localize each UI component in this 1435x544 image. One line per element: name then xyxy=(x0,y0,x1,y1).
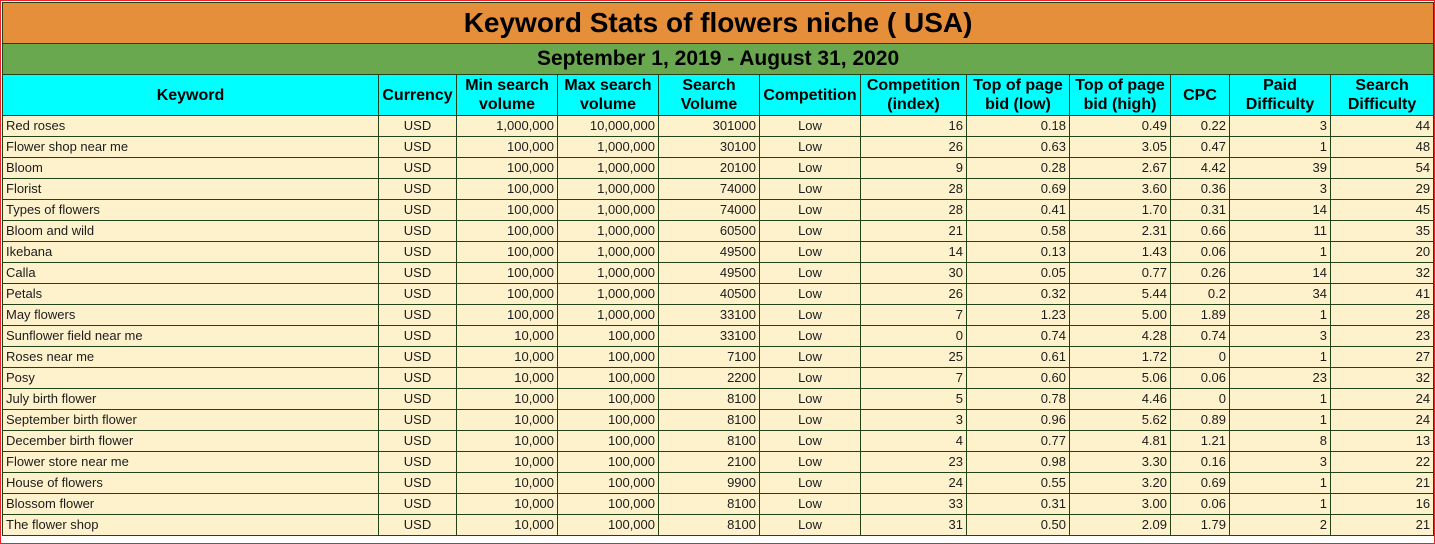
cell-search-volume[interactable]: 301000 xyxy=(659,116,760,137)
cell-search-volume[interactable]: 8100 xyxy=(659,431,760,452)
cell-search-volume[interactable]: 8100 xyxy=(659,410,760,431)
cell-min-search-volume[interactable]: 10,000 xyxy=(457,494,558,515)
cell-min-search-volume[interactable]: 10,000 xyxy=(457,389,558,410)
col-header-search-volume[interactable]: Search Volume xyxy=(659,75,760,116)
cell-max-search-volume[interactable]: 100,000 xyxy=(558,452,659,473)
table-row xyxy=(3,431,1434,452)
table-row xyxy=(3,116,1434,137)
cell-cpc[interactable]: 1.21 xyxy=(1171,431,1230,452)
cell-search-difficulty[interactable]: 22 xyxy=(1331,452,1434,473)
cell-max-search-volume[interactable]: 100,000 xyxy=(558,410,659,431)
cell-competition-index[interactable]: 16 xyxy=(861,116,967,137)
cell-paid-difficulty[interactable]: 1 xyxy=(1230,389,1331,410)
cell-bid-high[interactable]: 1.43 xyxy=(1070,242,1171,263)
cell-cpc[interactable]: 0.06 xyxy=(1171,242,1230,263)
cell-search-volume[interactable]: 30100 xyxy=(659,137,760,158)
cell-bid-high[interactable]: 3.00 xyxy=(1070,494,1171,515)
cell-currency[interactable]: USD xyxy=(379,221,457,242)
cell-bid-high[interactable]: 5.62 xyxy=(1070,410,1171,431)
cell-keyword[interactable]: July birth flower xyxy=(3,389,379,410)
cell-max-search-volume[interactable]: 1,000,000 xyxy=(558,158,659,179)
cell-keyword[interactable]: May flowers xyxy=(3,305,379,326)
cell-currency[interactable]: USD xyxy=(379,515,457,536)
cell-search-difficulty[interactable]: 41 xyxy=(1331,284,1434,305)
cell-keyword[interactable]: Roses near me xyxy=(3,347,379,368)
cell-bid-low[interactable]: 0.05 xyxy=(967,263,1070,284)
table-row xyxy=(3,305,1434,326)
col-header-min-search-volume[interactable]: Min search volume xyxy=(457,75,558,116)
cell-currency[interactable]: USD xyxy=(379,263,457,284)
cell-competition-index[interactable]: 28 xyxy=(861,179,967,200)
cell-max-search-volume[interactable]: 100,000 xyxy=(558,347,659,368)
cell-competition[interactable]: Low xyxy=(760,515,861,536)
cell-currency[interactable]: USD xyxy=(379,284,457,305)
cell-min-search-volume[interactable]: 10,000 xyxy=(457,473,558,494)
table-row xyxy=(3,410,1434,431)
cell-bid-high[interactable]: 3.20 xyxy=(1070,473,1171,494)
cell-currency[interactable]: USD xyxy=(379,158,457,179)
cell-min-search-volume[interactable]: 100,000 xyxy=(457,200,558,221)
cell-search-difficulty[interactable]: 28 xyxy=(1331,305,1434,326)
cell-paid-difficulty[interactable]: 23 xyxy=(1230,368,1331,389)
cell-cpc[interactable]: 0.22 xyxy=(1171,116,1230,137)
cell-max-search-volume[interactable]: 100,000 xyxy=(558,431,659,452)
cell-bid-low[interactable]: 0.55 xyxy=(967,473,1070,494)
cell-currency[interactable]: USD xyxy=(379,179,457,200)
table-row xyxy=(3,389,1434,410)
cell-search-difficulty[interactable]: 23 xyxy=(1331,326,1434,347)
cell-competition[interactable]: Low xyxy=(760,494,861,515)
cell-min-search-volume[interactable]: 100,000 xyxy=(457,179,558,200)
cell-search-difficulty[interactable]: 24 xyxy=(1331,389,1434,410)
cell-paid-difficulty[interactable]: 3 xyxy=(1230,116,1331,137)
cell-paid-difficulty[interactable]: 3 xyxy=(1230,452,1331,473)
cell-keyword[interactable]: House of flowers xyxy=(3,473,379,494)
cell-bid-low[interactable]: 0.96 xyxy=(967,410,1070,431)
cell-competition[interactable]: Low xyxy=(760,116,861,137)
cell-keyword[interactable]: Flower shop near me xyxy=(3,137,379,158)
table-row xyxy=(3,284,1434,305)
table-row xyxy=(3,179,1434,200)
cell-bid-low[interactable]: 0.50 xyxy=(967,515,1070,536)
cell-keyword[interactable]: Bloom and wild xyxy=(3,221,379,242)
cell-currency[interactable]: USD xyxy=(379,494,457,515)
cell-paid-difficulty[interactable]: 1 xyxy=(1230,410,1331,431)
cell-bid-low[interactable]: 0.60 xyxy=(967,368,1070,389)
cell-bid-high[interactable]: 0.49 xyxy=(1070,116,1171,137)
cell-bid-high[interactable]: 1.70 xyxy=(1070,200,1171,221)
cell-bid-low[interactable]: 0.32 xyxy=(967,284,1070,305)
cell-competition[interactable]: Low xyxy=(760,179,861,200)
col-header-competition-index[interactable]: Competition (index) xyxy=(861,75,967,116)
cell-competition-index[interactable]: 7 xyxy=(861,368,967,389)
sheet-title: Keyword Stats of flowers niche ( USA) xyxy=(3,3,1434,44)
table-row xyxy=(3,473,1434,494)
cell-currency[interactable]: USD xyxy=(379,116,457,137)
cell-bid-low[interactable]: 0.41 xyxy=(967,200,1070,221)
cell-paid-difficulty[interactable]: 14 xyxy=(1230,200,1331,221)
cell-max-search-volume[interactable]: 1,000,000 xyxy=(558,179,659,200)
cell-bid-low[interactable]: 1.23 xyxy=(967,305,1070,326)
cell-min-search-volume[interactable]: 100,000 xyxy=(457,221,558,242)
cell-keyword[interactable]: Sunflower field near me xyxy=(3,326,379,347)
table-row xyxy=(3,494,1434,515)
table-row xyxy=(3,515,1434,536)
cell-competition-index[interactable]: 4 xyxy=(861,431,967,452)
cell-max-search-volume[interactable]: 100,000 xyxy=(558,368,659,389)
cell-keyword[interactable]: Petals xyxy=(3,284,379,305)
cell-min-search-volume[interactable]: 10,000 xyxy=(457,410,558,431)
cell-cpc[interactable]: 0.89 xyxy=(1171,410,1230,431)
cell-max-search-volume[interactable]: 1,000,000 xyxy=(558,284,659,305)
table-row xyxy=(3,242,1434,263)
cell-competition-index[interactable]: 7 xyxy=(861,305,967,326)
cell-search-difficulty[interactable]: 32 xyxy=(1331,263,1434,284)
col-header-search-difficulty[interactable]: Search Difficulty xyxy=(1331,75,1434,116)
cell-search-difficulty[interactable]: 54 xyxy=(1331,158,1434,179)
cell-bid-high[interactable]: 2.09 xyxy=(1070,515,1171,536)
cell-keyword[interactable]: Florist xyxy=(3,179,379,200)
cell-cpc[interactable]: 0.06 xyxy=(1171,368,1230,389)
cell-paid-difficulty[interactable]: 1 xyxy=(1230,494,1331,515)
cell-cpc[interactable]: 0.74 xyxy=(1171,326,1230,347)
cell-paid-difficulty[interactable]: 8 xyxy=(1230,431,1331,452)
cell-min-search-volume[interactable]: 100,000 xyxy=(457,137,558,158)
cell-currency[interactable]: USD xyxy=(379,200,457,221)
table-row xyxy=(3,137,1434,158)
cell-max-search-volume[interactable]: 1,000,000 xyxy=(558,242,659,263)
cell-bid-low[interactable]: 0.69 xyxy=(967,179,1070,200)
cell-bid-low[interactable]: 0.61 xyxy=(967,347,1070,368)
cell-max-search-volume[interactable]: 1,000,000 xyxy=(558,137,659,158)
cell-cpc[interactable]: 0 xyxy=(1171,389,1230,410)
cell-search-difficulty[interactable]: 44 xyxy=(1331,116,1434,137)
cell-cpc[interactable]: 0.69 xyxy=(1171,473,1230,494)
cell-search-difficulty[interactable]: 45 xyxy=(1331,200,1434,221)
cell-search-volume[interactable]: 60500 xyxy=(659,221,760,242)
cell-currency[interactable]: USD xyxy=(379,137,457,158)
cell-competition-index[interactable]: 21 xyxy=(861,221,967,242)
col-header-max-search-volume[interactable]: Max search volume xyxy=(558,75,659,116)
cell-competition-index[interactable]: 26 xyxy=(861,284,967,305)
cell-cpc[interactable]: 0.16 xyxy=(1171,452,1230,473)
cell-max-search-volume[interactable]: 100,000 xyxy=(558,494,659,515)
cell-bid-low[interactable]: 0.74 xyxy=(967,326,1070,347)
col-header-bid-high[interactable]: Top of page bid (high) xyxy=(1070,75,1171,116)
cell-paid-difficulty[interactable]: 1 xyxy=(1230,473,1331,494)
cell-search-difficulty[interactable]: 21 xyxy=(1331,515,1434,536)
cell-cpc[interactable]: 0.47 xyxy=(1171,137,1230,158)
cell-competition[interactable]: Low xyxy=(760,368,861,389)
cell-min-search-volume[interactable]: 10,000 xyxy=(457,431,558,452)
cell-cpc[interactable]: 0 xyxy=(1171,347,1230,368)
cell-search-volume[interactable]: 40500 xyxy=(659,284,760,305)
cell-competition[interactable]: Low xyxy=(760,473,861,494)
cell-max-search-volume[interactable]: 1,000,000 xyxy=(558,221,659,242)
cell-bid-high[interactable]: 5.06 xyxy=(1070,368,1171,389)
cell-search-volume[interactable]: 7100 xyxy=(659,347,760,368)
cell-search-difficulty[interactable]: 20 xyxy=(1331,242,1434,263)
cell-search-difficulty[interactable]: 16 xyxy=(1331,494,1434,515)
cell-search-difficulty[interactable]: 21 xyxy=(1331,473,1434,494)
cell-competition-index[interactable]: 9 xyxy=(861,158,967,179)
cell-search-difficulty[interactable]: 13 xyxy=(1331,431,1434,452)
cell-currency[interactable]: USD xyxy=(379,452,457,473)
cell-competition[interactable]: Low xyxy=(760,431,861,452)
cell-competition[interactable]: Low xyxy=(760,242,861,263)
cell-bid-low[interactable]: 0.58 xyxy=(967,221,1070,242)
table-row xyxy=(3,326,1434,347)
cell-bid-low[interactable]: 0.63 xyxy=(967,137,1070,158)
cell-cpc[interactable]: 0.36 xyxy=(1171,179,1230,200)
cell-bid-high[interactable]: 4.28 xyxy=(1070,326,1171,347)
cell-keyword[interactable]: Bloom xyxy=(3,158,379,179)
cell-min-search-volume[interactable]: 10,000 xyxy=(457,347,558,368)
cell-bid-high[interactable]: 5.00 xyxy=(1070,305,1171,326)
table-body xyxy=(3,116,1434,536)
table-row xyxy=(3,221,1434,242)
cell-min-search-volume[interactable]: 100,000 xyxy=(457,305,558,326)
cell-search-volume[interactable]: 74000 xyxy=(659,200,760,221)
cell-paid-difficulty[interactable]: 3 xyxy=(1230,179,1331,200)
date-range: September 1, 2019 - August 31, 2020 xyxy=(3,44,1434,75)
cell-keyword[interactable]: Posy xyxy=(3,368,379,389)
cell-search-volume[interactable]: 8100 xyxy=(659,494,760,515)
cell-search-difficulty[interactable]: 29 xyxy=(1331,179,1434,200)
cell-bid-low[interactable]: 0.77 xyxy=(967,431,1070,452)
cell-search-volume[interactable]: 49500 xyxy=(659,242,760,263)
cell-paid-difficulty[interactable]: 14 xyxy=(1230,263,1331,284)
column-header-row xyxy=(3,75,1434,116)
cell-min-search-volume[interactable]: 10,000 xyxy=(457,515,558,536)
col-header-paid-difficulty[interactable]: Paid Difficulty xyxy=(1230,75,1331,116)
cell-search-volume[interactable]: 20100 xyxy=(659,158,760,179)
cell-competition[interactable]: Low xyxy=(760,200,861,221)
cell-competition-index[interactable]: 5 xyxy=(861,389,967,410)
table-row xyxy=(3,368,1434,389)
cell-search-difficulty[interactable]: 24 xyxy=(1331,410,1434,431)
col-header-currency[interactable]: Currency xyxy=(379,75,457,116)
cell-search-volume[interactable]: 8100 xyxy=(659,389,760,410)
cell-bid-high[interactable]: 4.46 xyxy=(1070,389,1171,410)
cell-max-search-volume[interactable]: 100,000 xyxy=(558,473,659,494)
cell-keyword[interactable]: September birth flower xyxy=(3,410,379,431)
cell-min-search-volume[interactable]: 100,000 xyxy=(457,242,558,263)
cell-currency[interactable]: USD xyxy=(379,305,457,326)
cell-competition[interactable]: Low xyxy=(760,284,861,305)
cell-search-difficulty[interactable]: 27 xyxy=(1331,347,1434,368)
cell-currency[interactable]: USD xyxy=(379,347,457,368)
cell-search-volume[interactable]: 2200 xyxy=(659,368,760,389)
cell-competition-index[interactable]: 23 xyxy=(861,452,967,473)
col-header-keyword[interactable]: Keyword xyxy=(3,75,379,116)
cell-bid-high[interactable]: 0.77 xyxy=(1070,263,1171,284)
cell-keyword[interactable]: Calla xyxy=(3,263,379,284)
col-header-competition[interactable]: Competition xyxy=(760,75,861,116)
cell-bid-high[interactable]: 3.60 xyxy=(1070,179,1171,200)
cell-search-volume[interactable]: 2100 xyxy=(659,452,760,473)
cell-bid-high[interactable]: 4.81 xyxy=(1070,431,1171,452)
cell-currency[interactable]: USD xyxy=(379,410,457,431)
table-row xyxy=(3,347,1434,368)
cell-competition-index[interactable]: 26 xyxy=(861,137,967,158)
cell-search-volume[interactable]: 33100 xyxy=(659,326,760,347)
cell-paid-difficulty[interactable]: 3 xyxy=(1230,326,1331,347)
cell-keyword[interactable]: Types of flowers xyxy=(3,200,379,221)
cell-competition[interactable]: Low xyxy=(760,137,861,158)
cell-keyword[interactable]: Red roses xyxy=(3,116,379,137)
cell-competition-index[interactable]: 24 xyxy=(861,473,967,494)
cell-max-search-volume[interactable]: 1,000,000 xyxy=(558,305,659,326)
cell-keyword[interactable]: December birth flower xyxy=(3,431,379,452)
cell-competition-index[interactable]: 31 xyxy=(861,515,967,536)
cell-cpc[interactable]: 0.31 xyxy=(1171,200,1230,221)
cell-bid-low[interactable]: 0.18 xyxy=(967,116,1070,137)
cell-max-search-volume[interactable]: 10,000,000 xyxy=(558,116,659,137)
cell-cpc[interactable]: 4.42 xyxy=(1171,158,1230,179)
cell-search-volume[interactable]: 74000 xyxy=(659,179,760,200)
cell-search-difficulty[interactable]: 35 xyxy=(1331,221,1434,242)
cell-currency[interactable]: USD xyxy=(379,431,457,452)
cell-keyword[interactable]: Flower store near me xyxy=(3,452,379,473)
table-row xyxy=(3,200,1434,221)
cell-min-search-volume[interactable]: 10,000 xyxy=(457,368,558,389)
cell-competition-index[interactable]: 0 xyxy=(861,326,967,347)
keyword-stats-table xyxy=(2,2,1434,536)
cell-min-search-volume[interactable]: 100,000 xyxy=(457,284,558,305)
cell-max-search-volume[interactable]: 1,000,000 xyxy=(558,263,659,284)
cell-cpc[interactable]: 0.26 xyxy=(1171,263,1230,284)
cell-max-search-volume[interactable]: 100,000 xyxy=(558,389,659,410)
cell-search-difficulty[interactable]: 48 xyxy=(1331,137,1434,158)
cell-paid-difficulty[interactable]: 39 xyxy=(1230,158,1331,179)
cell-keyword[interactable]: Blossom flower xyxy=(3,494,379,515)
cell-cpc[interactable]: 0.06 xyxy=(1171,494,1230,515)
cell-max-search-volume[interactable]: 100,000 xyxy=(558,515,659,536)
cell-currency[interactable]: USD xyxy=(379,389,457,410)
cell-competition[interactable]: Low xyxy=(760,263,861,284)
cell-paid-difficulty[interactable]: 2 xyxy=(1230,515,1331,536)
cell-min-search-volume[interactable]: 100,000 xyxy=(457,263,558,284)
table-row xyxy=(3,263,1434,284)
cell-bid-high[interactable]: 1.72 xyxy=(1070,347,1171,368)
col-header-bid-low[interactable]: Top of page bid (low) xyxy=(967,75,1070,116)
cell-bid-low[interactable]: 0.98 xyxy=(967,452,1070,473)
cell-cpc[interactable]: 1.79 xyxy=(1171,515,1230,536)
cell-paid-difficulty[interactable]: 1 xyxy=(1230,305,1331,326)
cell-competition[interactable]: Low xyxy=(760,347,861,368)
cell-competition[interactable]: Low xyxy=(760,389,861,410)
cell-keyword[interactable]: Ikebana xyxy=(3,242,379,263)
cell-paid-difficulty[interactable]: 34 xyxy=(1230,284,1331,305)
cell-currency[interactable]: USD xyxy=(379,326,457,347)
cell-min-search-volume[interactable]: 10,000 xyxy=(457,326,558,347)
cell-search-volume[interactable]: 8100 xyxy=(659,515,760,536)
cell-competition[interactable]: Low xyxy=(760,305,861,326)
cell-cpc[interactable]: 1.89 xyxy=(1171,305,1230,326)
cell-search-volume[interactable]: 9900 xyxy=(659,473,760,494)
table-row xyxy=(3,158,1434,179)
cell-max-search-volume[interactable]: 1,000,000 xyxy=(558,200,659,221)
cell-keyword[interactable]: The flower shop xyxy=(3,515,379,536)
cell-search-difficulty[interactable]: 32 xyxy=(1331,368,1434,389)
cell-bid-low[interactable]: 0.28 xyxy=(967,158,1070,179)
cell-max-search-volume[interactable]: 100,000 xyxy=(558,326,659,347)
cell-cpc[interactable]: 0.2 xyxy=(1171,284,1230,305)
cell-competition[interactable]: Low xyxy=(760,221,861,242)
cell-min-search-volume[interactable]: 10,000 xyxy=(457,452,558,473)
col-header-cpc[interactable]: CPC xyxy=(1171,75,1230,116)
cell-search-volume[interactable]: 49500 xyxy=(659,263,760,284)
cell-bid-high[interactable]: 3.30 xyxy=(1070,452,1171,473)
cell-cpc[interactable]: 0.66 xyxy=(1171,221,1230,242)
cell-currency[interactable]: USD xyxy=(379,242,457,263)
cell-competition-index[interactable]: 30 xyxy=(861,263,967,284)
cell-competition[interactable]: Low xyxy=(760,452,861,473)
cell-bid-low[interactable]: 0.78 xyxy=(967,389,1070,410)
cell-bid-low[interactable]: 0.13 xyxy=(967,242,1070,263)
cell-min-search-volume[interactable]: 100,000 xyxy=(457,158,558,179)
cell-competition[interactable]: Low xyxy=(760,410,861,431)
table-row xyxy=(3,452,1434,473)
cell-bid-low[interactable]: 0.31 xyxy=(967,494,1070,515)
cell-competition[interactable]: Low xyxy=(760,158,861,179)
cell-paid-difficulty[interactable]: 1 xyxy=(1230,347,1331,368)
cell-competition-index[interactable]: 3 xyxy=(861,410,967,431)
cell-bid-high[interactable]: 2.67 xyxy=(1070,158,1171,179)
cell-competition-index[interactable]: 25 xyxy=(861,347,967,368)
cell-competition-index[interactable]: 14 xyxy=(861,242,967,263)
cell-competition[interactable]: Low xyxy=(760,326,861,347)
cell-competition-index[interactable]: 33 xyxy=(861,494,967,515)
cell-bid-high[interactable]: 5.44 xyxy=(1070,284,1171,305)
cell-min-search-volume[interactable]: 1,000,000 xyxy=(457,116,558,137)
cell-currency[interactable]: USD xyxy=(379,368,457,389)
cell-paid-difficulty[interactable]: 1 xyxy=(1230,242,1331,263)
cell-paid-difficulty[interactable]: 11 xyxy=(1230,221,1331,242)
cell-search-volume[interactable]: 33100 xyxy=(659,305,760,326)
cell-currency[interactable]: USD xyxy=(379,473,457,494)
cell-competition-index[interactable]: 28 xyxy=(861,200,967,221)
cell-bid-high[interactable]: 3.05 xyxy=(1070,137,1171,158)
cell-bid-high[interactable]: 2.31 xyxy=(1070,221,1171,242)
cell-paid-difficulty[interactable]: 1 xyxy=(1230,137,1331,158)
